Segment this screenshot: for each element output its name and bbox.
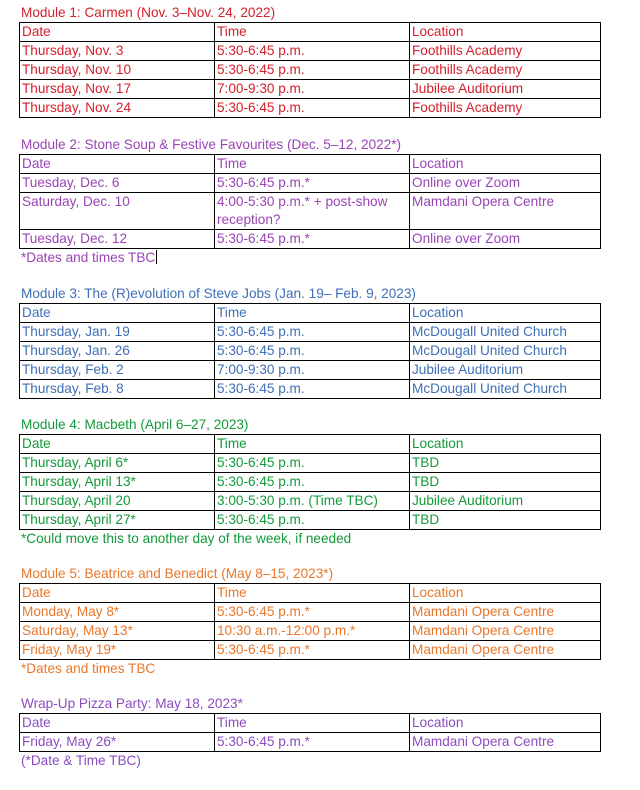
row-time: 5:30-6:45 p.m.* — [215, 174, 410, 193]
header-time: Time — [215, 435, 410, 454]
module-1-title — [19, 4, 601, 22]
row-date: Thursday, April 13* — [20, 473, 215, 492]
header-location: Location — [410, 304, 601, 323]
header-date: Date — [20, 714, 215, 733]
row-location: Mamdani Opera Centre — [410, 733, 601, 752]
row-date: Friday, May 26* — [20, 733, 215, 752]
row-time: 5:30-6:45 p.m. — [215, 473, 410, 492]
module-1-table — [19, 22, 601, 118]
row-location: McDougall United Church — [410, 380, 601, 399]
row-date: Thursday, Nov. 17 — [20, 80, 215, 99]
row-location: TBD — [410, 473, 601, 492]
row-location: Online over Zoom — [410, 174, 601, 193]
row-time: 5:30-6:45 p.m.* — [215, 641, 410, 660]
table-row — [20, 361, 601, 380]
table-row — [20, 230, 601, 249]
table-header-row — [20, 304, 601, 323]
module-2-note-text: *Dates and times TBC — [21, 250, 156, 265]
table-header-row — [20, 584, 601, 603]
table-row — [20, 454, 601, 473]
header-date: Date — [20, 155, 215, 174]
module-1-title-main: Module 1: Carmen — [21, 5, 133, 20]
header-time: Time — [215, 714, 410, 733]
table-row — [20, 380, 601, 399]
module-2-title — [19, 136, 601, 154]
header-location: Location — [410, 714, 601, 733]
module-5-title — [19, 565, 601, 583]
row-date: Thursday, Jan. 19 — [20, 323, 215, 342]
module-4-table — [19, 434, 601, 530]
table-row — [20, 99, 601, 118]
module-4-note: *Could move this to another day of the week, if needed — [21, 531, 352, 546]
header-time: Time — [215, 304, 410, 323]
row-time: 5:30-6:45 p.m. — [215, 380, 410, 399]
row-time: 5:30-6:45 p.m. — [215, 99, 410, 118]
module-5-section — [19, 565, 601, 678]
table-row — [20, 622, 601, 641]
row-time: 5:30-6:45 p.m.* — [215, 733, 410, 752]
module-5-title-main: Module 5: Beatrice and Benedict — [21, 566, 218, 581]
row-location: TBD — [410, 511, 601, 530]
header-location: Location — [410, 584, 601, 603]
header-time: Time — [215, 155, 410, 174]
row-time: 10:30 a.m.-12:00 p.m.* — [215, 622, 410, 641]
wrap-up-note: (*Date & Time TBC) — [21, 753, 141, 768]
module-5-table — [19, 583, 601, 660]
table-row — [20, 511, 601, 530]
header-date: Date — [20, 584, 215, 603]
table-header-row — [20, 23, 601, 42]
module-2-note — [19, 249, 601, 267]
row-date: Friday, May 19* — [20, 641, 215, 660]
header-time: Time — [215, 584, 410, 603]
header-location: Location — [410, 435, 601, 454]
module-2-section — [19, 136, 601, 267]
row-date: Saturday, Dec. 10 — [20, 193, 215, 230]
wrap-up-title-main: Wrap-Up Pizza Party: May 18, 2023* — [21, 696, 243, 711]
row-location: TBD — [410, 454, 601, 473]
table-header-row — [20, 435, 601, 454]
module-5-note: *Dates and times TBC — [21, 661, 156, 676]
table-row — [20, 733, 601, 752]
row-time: 7:00-9:30 p.m. — [215, 80, 410, 99]
row-location: Jubilee Auditorium — [410, 80, 601, 99]
module-2-table — [19, 154, 601, 249]
row-date: Thursday, Jan. 26 — [20, 342, 215, 361]
row-location: Online over Zoom — [410, 230, 601, 249]
wrap-up-section — [19, 695, 601, 770]
row-time: 5:30-6:45 p.m. — [215, 342, 410, 361]
table-row — [20, 323, 601, 342]
header-date: Date — [20, 435, 215, 454]
module-5-title-dates: (May 8–15, 2023*) — [217, 566, 334, 581]
row-time: 5:30-6:45 p.m. — [215, 61, 410, 80]
wrap-up-title — [19, 695, 601, 713]
row-date: Tuesday, Dec. 12 — [20, 230, 215, 249]
header-location: Location — [410, 155, 601, 174]
table-row — [20, 174, 601, 193]
row-date: Thursday, April 27* — [20, 511, 215, 530]
row-date: Thursday, Nov. 10 — [20, 61, 215, 80]
row-location: Jubilee Auditorium — [410, 361, 601, 380]
module-3-title — [19, 285, 601, 303]
row-location: Mamdani Opera Centre — [410, 193, 601, 230]
module-2-title-main: Module 2: Stone Soup & Festive Favourites — [21, 137, 284, 152]
module-1-title-dates: (Nov. 3–Nov. 24, 2022) — [132, 5, 276, 20]
table-row — [20, 61, 601, 80]
row-date: Thursday, Feb. 2 — [20, 361, 215, 380]
row-date: Saturday, May 13* — [20, 622, 215, 641]
row-date: Thursday, Nov. 3 — [20, 42, 215, 61]
module-3-table — [19, 303, 601, 399]
module-1-section — [19, 4, 601, 118]
row-location: Mamdani Opera Centre — [410, 641, 601, 660]
row-time: 4:00-5:30 p.m.* + post-show reception? — [215, 193, 410, 230]
table-row — [20, 342, 601, 361]
table-row — [20, 80, 601, 99]
table-row — [20, 603, 601, 622]
row-time: 5:30-6:45 p.m. — [215, 511, 410, 530]
module-2-title-dates: (Dec. 5–12, 2022*) — [283, 137, 402, 152]
module-3-title-dates: (Jan. 19– Feb. 9, 2023) — [270, 286, 416, 301]
row-date: Thursday, April 20 — [20, 492, 215, 511]
module-3-section — [19, 285, 601, 399]
table-row — [20, 42, 601, 61]
row-location: Mamdani Opera Centre — [410, 603, 601, 622]
module-4-title-main: Module 4: Macbeth — [21, 417, 137, 432]
table-row — [20, 193, 601, 230]
header-time: Time — [215, 23, 410, 42]
row-date: Tuesday, Dec. 6 — [20, 174, 215, 193]
row-date: Thursday, April 6* — [20, 454, 215, 473]
module-4-title — [19, 416, 601, 434]
header-date: Date — [20, 23, 215, 42]
row-time: 5:30-6:45 p.m.* — [215, 603, 410, 622]
table-row — [20, 641, 601, 660]
header-location: Location — [410, 23, 601, 42]
wrap-up-table — [19, 713, 601, 752]
table-row — [20, 492, 601, 511]
row-time: 5:30-6:45 p.m. — [215, 323, 410, 342]
row-location: Jubilee Auditorium — [410, 492, 601, 511]
row-time: 5:30-6:45 p.m. — [215, 42, 410, 61]
row-location: Foothills Academy — [410, 42, 601, 61]
table-header-row — [20, 155, 601, 174]
text-cursor — [156, 250, 157, 264]
table-row — [20, 473, 601, 492]
row-time: 5:30-6:45 p.m. — [215, 454, 410, 473]
row-time: 5:30-6:45 p.m.* — [215, 230, 410, 249]
row-location: Foothills Academy — [410, 99, 601, 118]
module-3-title-main: Module 3: The (R)evolution of Steve Jobs — [21, 286, 271, 301]
row-location: McDougall United Church — [410, 323, 601, 342]
row-time: 7:00-9:30 p.m. — [215, 361, 410, 380]
row-location: Foothills Academy — [410, 61, 601, 80]
row-date: Thursday, Nov. 24 — [20, 99, 215, 118]
module-4-section — [19, 416, 601, 548]
module-4-title-dates: (April 6–27, 2023) — [136, 417, 249, 432]
row-time: 3:00-5:30 p.m. (Time TBC) — [215, 492, 410, 511]
table-header-row — [20, 714, 601, 733]
row-location: McDougall United Church — [410, 342, 601, 361]
row-location: Mamdani Opera Centre — [410, 622, 601, 641]
row-date: Thursday, Feb. 8 — [20, 380, 215, 399]
row-date: Monday, May 8* — [20, 603, 215, 622]
header-date: Date — [20, 304, 215, 323]
